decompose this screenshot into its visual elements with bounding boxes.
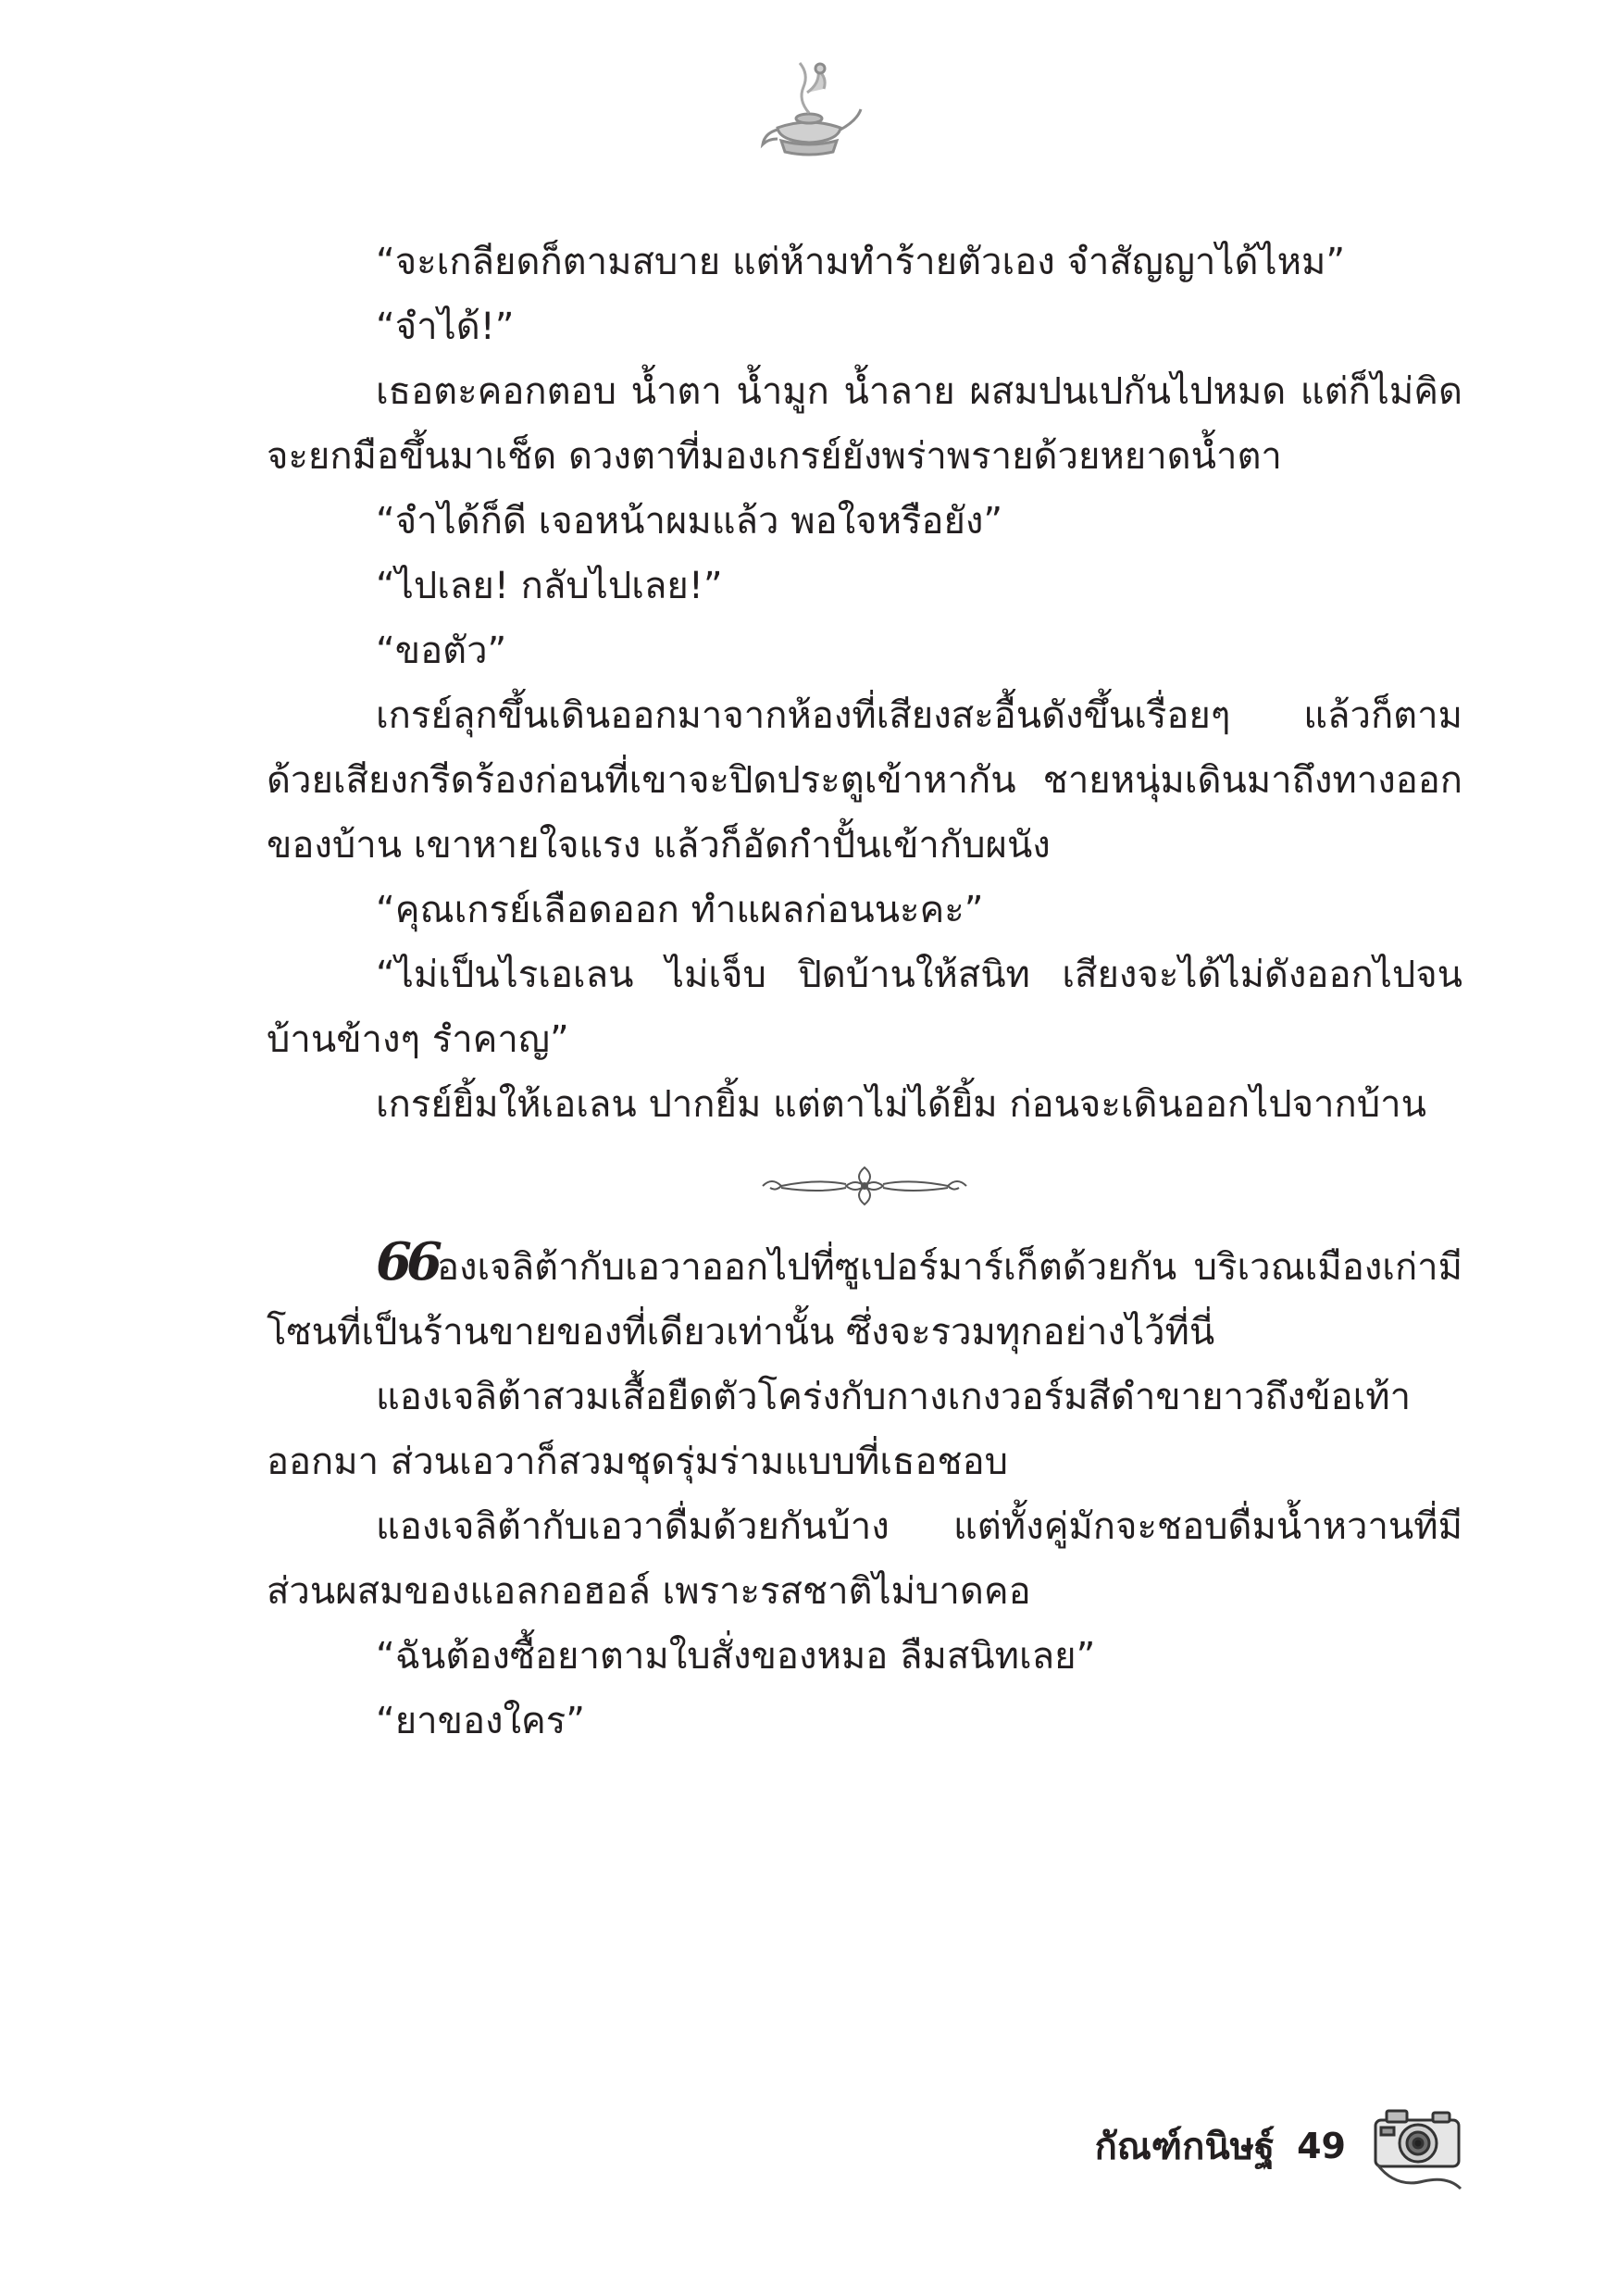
paragraph: “จะเกลียดก็ตามสบาย แต่ห้ามทำร้ายตัวเอง จำสัญญาได้ไหม” [376,241,1346,283]
paragraph: “จำได้ก็ดี เจอหน้าผมแล้ว พอใจหรือยัง” [376,500,1003,543]
magic-lamp-icon [753,56,865,167]
camera-icon [1368,2100,1470,2192]
paragraph: “ยาของใคร” [376,1700,586,1742]
paragraph: “ไปเลย! กลับไปเลย!” [376,565,723,607]
book-title: กัณฑ์กนิษฐ์ [1094,2126,1276,2168]
page-body [267,230,1462,1753]
paragraph: เธอตะคอกตอบ น้ำตา น้ำมูก น้ำลาย ผสมปนเปกันไปหมด แต่ก็ไม่คิดจะยกมือขึ้นมาเช็ด ดวงตาที่มองเกรย์ยังพร่าพรายด้วยหยาดน้ำตา [267,370,1462,478]
paragraph: แองเจลิต้ากับเอวาดื่มด้วยกันบ้าง แต่ทั้งคู่มักจะชอบดื่มน้ำหวานที่มีส่วนผสมของแอลกอฮอล์ เพราะรสชาติไม่บาดคอ [267,1505,1462,1613]
page-number: 49 [1297,2126,1346,2166]
paragraph: เกรย์ยิ้มให้เอเลน ปากยิ้ม แต่ตาไม่ได้ยิ้ม ก่อนจะเดินออกไปจากบ้าน [376,1083,1426,1126]
paragraph: “ขอตัว” [376,630,507,672]
paragraph: แองเจลิต้าสวมเสื้อยืดตัวโคร่งกับกางเกงวอร์มสีดำขายาวถึงข้อเท้าออกมา ส่วนเอวาก็สวมชุดรุ่มร่ามแบบที่เธอชอบ [267,1376,1412,1483]
flourish-divider-icon [753,1160,976,1206]
page-footer [1095,2100,1470,2192]
paragraph: เกรย์ลุกขึ้นเดินออกมาจากห้องที่เสียงสะอื้นดังขึ้นเรื่อยๆ แล้วก็ตามด้วยเสียงกรีดร้องก่อนที่เขาจะปิดประตูเข้าหากัน ชายหนุ่มเดินมาถึงทางออกของบ้าน เขาหายใจแรง แล้วก็อัดกำปั้นเข้ากับผนัง [267,694,1462,867]
paragraph-text: องเจลิต้ากับเอวาออกไปที่ซูเปอร์มาร์เก็ตด้วยกัน บริเวณเมืองเก่ามีโซนที่เป็นร้านขายของที่เดียวเท่านั้น ซึ่งจะรวมทุกอย่างไว้ที่นี่ [267,1246,1462,1354]
paragraph: “จำได้!” [376,306,515,348]
section-divider [267,1137,1462,1229]
paragraph: “ไม่เป็นไรเอเลน ไม่เจ็บ ปิดบ้านให้สนิท เสียงจะได้ไม่ดังออกไปจนบ้านข้างๆ รำคาญ” [267,954,1462,1061]
paragraph: “คุณเกรย์เลือดออก ทำแผลก่อนนะคะ” [376,889,984,931]
section-opening-paragraph [267,1229,1462,1365]
drop-quote-mark: 66 [376,1231,437,1292]
paragraph: “ฉันต้องซื้อยาตามใบสั่งของหมอ ลืมสนิทเลย” [376,1635,1096,1678]
